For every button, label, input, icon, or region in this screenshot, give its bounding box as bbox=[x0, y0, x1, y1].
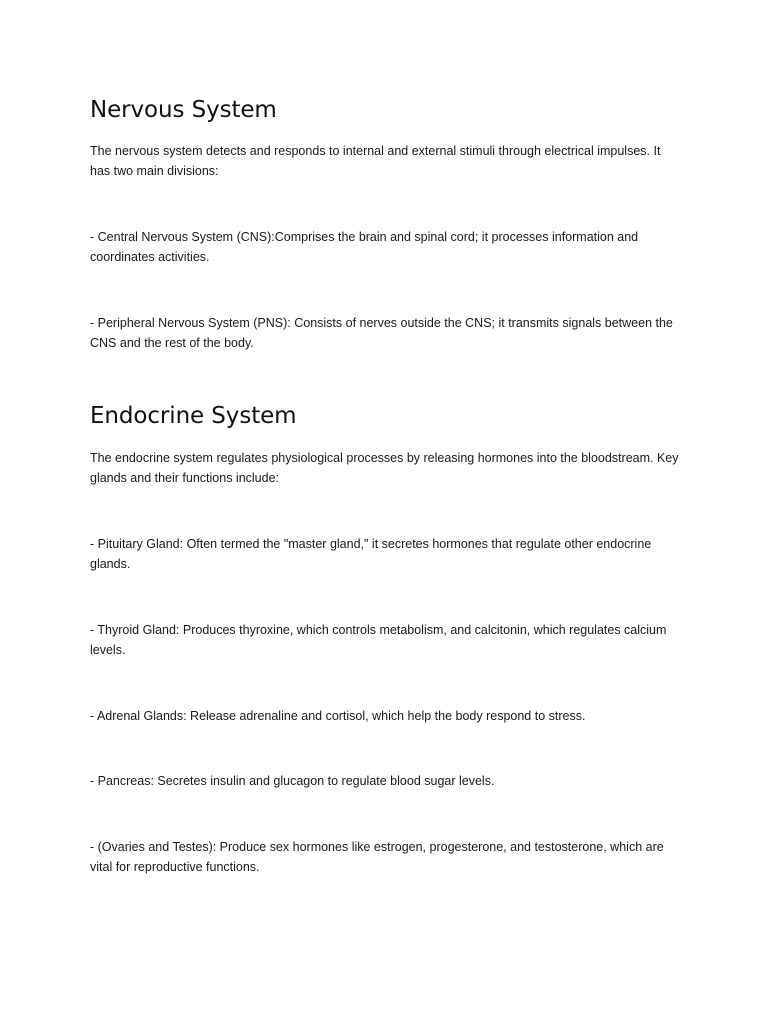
paragraph-adrenal-glands: - Adrenal Glands: Release adrenaline and cortisol, which help the body respond to stress. bbox=[90, 709, 586, 723]
paragraph-pancreas: - Pancreas: Secretes insulin and glucagon to regulate blood sugar levels. bbox=[90, 774, 495, 788]
paragraph-endocrine-intro: The endocrine system regulates physiological processes by releasing hormones into the bloodstream. Key glands and their functions include: bbox=[90, 451, 679, 485]
paragraph-nervous-intro: The nervous system detects and responds to internal and external stimuli through electrical impulses. It has two main divisions: bbox=[90, 144, 661, 178]
heading-endocrine-system: Endocrine System bbox=[90, 403, 297, 429]
paragraph-pns: - Peripheral Nervous System (PNS): Consists of nerves outside the CNS; it transmits signals between the CNS and the rest of the body. bbox=[90, 316, 673, 350]
paragraph-ovaries-testes: - (Ovaries and Testes): Produce sex hormones like estrogen, progesterone, and testosterone, which are vital for reproductive functions. bbox=[90, 840, 664, 874]
paragraph-thyroid-gland: - Thyroid Gland: Produces thyroxine, which controls metabolism, and calcitonin, which regulates calcium levels. bbox=[90, 623, 667, 657]
paragraph-pituitary-gland: - Pituitary Gland: Often termed the "master gland," it secretes hormones that regulate other endocrine glands. bbox=[90, 537, 652, 571]
heading-nervous-system: Nervous System bbox=[90, 97, 277, 123]
paragraph-cns: - Central Nervous System (CNS):Comprises the brain and spinal cord; it processes information and coordinates activities. bbox=[90, 230, 639, 264]
